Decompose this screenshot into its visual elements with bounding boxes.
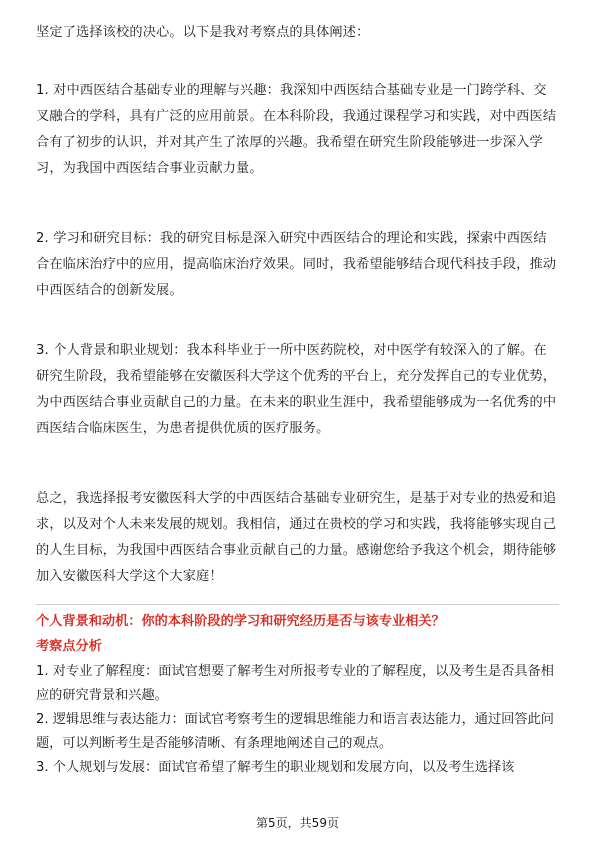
paragraph-background: 3. 个人背景和职业规划：我本科毕业于一所中医药院校，对中医学有较深入的了解。在研究生阶段，我希望能够在安徽医科大学这个优秀的平台上，充分发挥自己的专业优势，为中西医结合事业贡献自己的力量。在未来的职业生涯中，我希望能够成为一名优秀的中西医结合临床医生，为患者提供优质的医疗服务。 (36, 343, 557, 436)
section-divider (36, 604, 559, 605)
paragraph-understanding: 1. 对中西医结合基础专业的理解与兴趣：我深知中西医结合基础专业是一门跨学科、交叉融合的学科，具有广泛的应用前景。在本科阶段，我通过课程学习和实践，对中西医结合有了初步的认识，并对其产生了浓厚的兴趣。我希望在研究生阶段能够进一步深入学习，为我国中西医结合事业贡献力量。 (36, 83, 557, 176)
analysis-title: 考察点分析 (36, 639, 102, 654)
intro-text: 坚定了选择该校的决心。以下是我对考察点的具体阐述： (36, 25, 370, 40)
paragraph-conclusion: 总之，我选择报考安徽医科大学的中西医结合基础专业研究生，是基于对专业的热爱和追求，以及对个人未来发展的规划。我相信，通过在贵校的学习和实践，我将能够实现自己的人生目标，为我国中西医结合事业贡献自己的力量。感谢您给予我这个机会，期待能够加入安徽医科大学这个大家庭！ (36, 491, 557, 584)
analysis-points (36, 660, 560, 780)
page-number: 第5页，共59页 (256, 816, 339, 830)
paragraph-goals: 2. 学习和研究目标：我的研究目标是深入研究中西医结合的理论和实践，探索中西医结合在临床治疗中的应用，提高临床治疗效果。同时，我希望能够结合现代科技手段，推动中西医结合的创新发展。 (36, 231, 557, 298)
point-item: 3. 个人规划与发展：面试官希望了解考生的职业规划和发展方向，以及考生选择该 (36, 760, 515, 775)
point-item: 2. 逻辑思维与表达能力：面试官考察考生的逻辑思维能力和语言表达能力，通过回答此问题，可以判断考生是否能够清晰、有条理地阐述自己的观点。 (36, 712, 554, 751)
point-item: 1. 对专业了解程度：面试官想要了解考生对所报考专业的了解程度，以及考生是否具备相应的研究背景和兴趣。 (36, 664, 554, 703)
question-heading: 个人背景和动机：你的本科阶段的学习和研究经历是否与该专业相关？ (36, 614, 445, 629)
